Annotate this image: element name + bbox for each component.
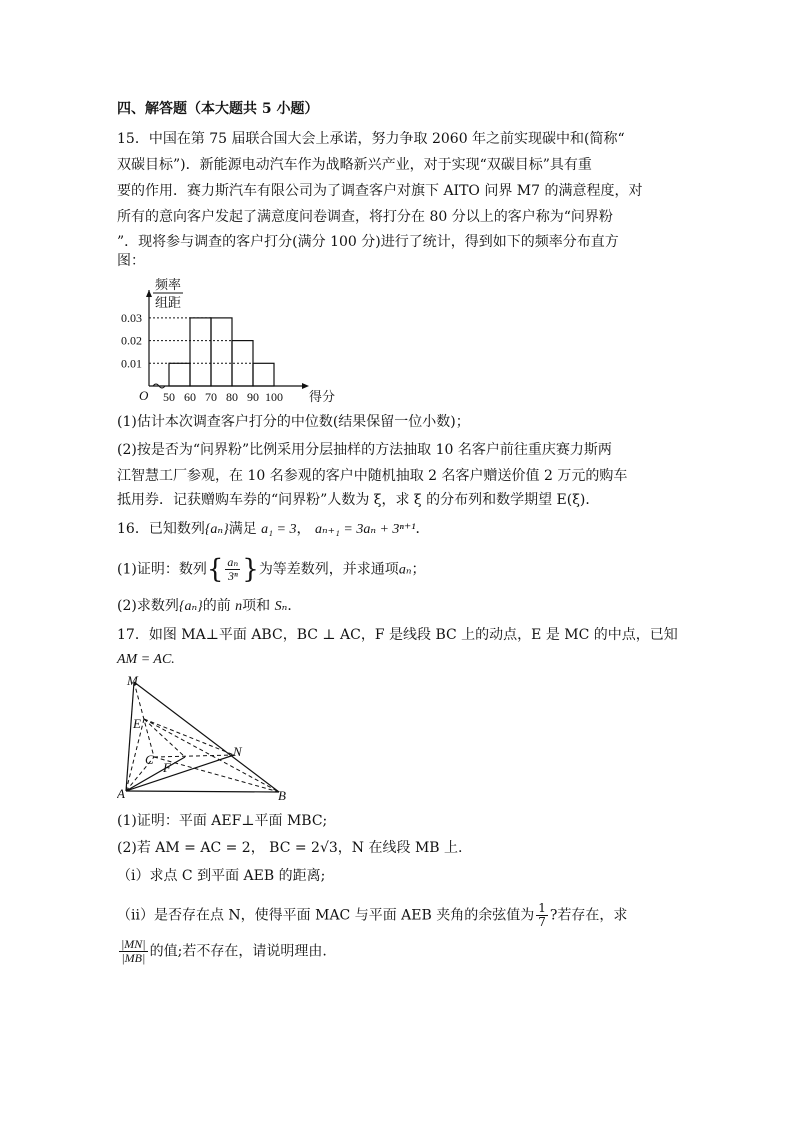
label-A: A	[117, 786, 125, 801]
left-brace-icon: {	[206, 554, 224, 585]
x-tick-label: 60	[184, 390, 196, 404]
x-tick-label: 90	[247, 390, 259, 404]
y-tick-label: 0.02	[121, 333, 142, 348]
y-axis-label-bottom: 组距	[155, 295, 182, 310]
edge-MB	[134, 682, 279, 792]
cos-frac-den: 7	[538, 915, 546, 929]
q16-sub2-S: Sₙ	[274, 599, 288, 614]
tetrahedron-figure	[117, 672, 297, 802]
q16-sub2-mid: 的前	[202, 598, 231, 614]
y-axis-label-top: 频率	[155, 278, 182, 292]
edge-AB	[126, 791, 279, 792]
q17-ii-text-c: 的值;若不存在，请说明理由.	[149, 943, 327, 960]
histogram-bar	[253, 363, 274, 386]
q15-line-4: 所有的意向客户发起了满意度问卷调查，将打分在 80 分以上的客户称为“问界粉	[117, 209, 613, 225]
q16-frac-den: 3ⁿ	[227, 569, 238, 583]
q17-line-2: AM = AC.	[117, 652, 175, 667]
q16-sub2-prefix: (2)求数列	[117, 598, 179, 614]
q17-sub-2-ii-cont	[117, 938, 327, 965]
x-tick-label: 50	[163, 390, 175, 404]
histogram-bar	[190, 318, 211, 386]
ratio-num: |MN|	[121, 937, 146, 951]
origin-label: O	[139, 388, 149, 403]
q16-sub1-term: aₙ	[398, 562, 412, 578]
q16-sub2-n: n	[235, 599, 243, 614]
q15-sub-2-line-2: 江智慧工厂参观，在 10 名参观的客户中随机抽取 2 名客户赠送价值 2 万元的购车	[117, 468, 628, 484]
histogram-bar	[169, 363, 190, 386]
q15-sub-2-line-1: (2)按是否为“问界粉”比例采用分层抽样的方法抽取 10 名客户前往重庆赛力斯两	[117, 442, 612, 458]
x-tick-label: 80	[226, 390, 238, 404]
x-tick-label: 70	[205, 390, 217, 404]
q17-sub-2: (2)若 AM = AC = 2， BC = 2√3，N 在线段 MB 上.	[117, 840, 463, 856]
q16-seq-name: {aₙ}	[204, 522, 229, 537]
x-tick-label: 100	[265, 390, 283, 404]
cos-frac-num: 1	[538, 901, 546, 915]
right-brace-icon: }	[242, 554, 259, 585]
q16-sub1-end: ；	[411, 561, 426, 578]
q16-sub1-suffix: 为等差数列，并求通项	[258, 561, 399, 578]
label-N: N	[233, 744, 242, 759]
frequency-histogram	[117, 278, 357, 408]
label-B: B	[278, 788, 286, 802]
ratio-den: |MB|	[121, 951, 146, 965]
q16-sub-2	[117, 596, 301, 617]
q15-line-3: 要的作用．赛力斯汽车有限公司为了调查客户对旗下 AITO 问界 M7 的满意程度，对	[117, 183, 643, 199]
q16-prefix: 16．已知数列	[117, 521, 205, 537]
edge-CB-dashed	[154, 757, 279, 792]
edge-CN-dashed	[154, 755, 234, 757]
q15-line-6: 图：	[117, 253, 145, 269]
label-F: F	[163, 760, 171, 775]
q17-line-1: 17．如图 MA⊥平面 ABC，BC ⊥ AC，F 是线段 BC 上的动点，E 是 MC 的中点，已知	[117, 627, 678, 643]
y-axis-arrow-icon	[146, 290, 152, 297]
ratio-fraction	[119, 938, 148, 965]
label-C: C	[145, 752, 154, 767]
histogram-bar	[211, 318, 232, 386]
q16-sub2-mid2: 项和	[242, 598, 271, 614]
q16-sub-1	[117, 556, 426, 583]
q17-sub-2-ii	[117, 902, 627, 929]
q17-ii-text-b: ?若存在，求	[549, 907, 628, 924]
x-axis-arrow-icon	[302, 383, 309, 389]
label-M: M	[127, 673, 138, 688]
q15-sub-1: (1)估计本次调查客户打分的中位数(结果保留一位小数)；	[117, 414, 470, 430]
q15-line-5: ”．现将参与调查的客户打分(满分 100 分)进行了统计，得到如下的频率分布直方	[117, 234, 619, 250]
q16-frac-num: aₙ	[227, 555, 239, 569]
q16-mid: 满足	[228, 521, 257, 537]
q17-ii-text-a: （ii）是否存在点 N，使得平面 MAC 与平面 AEB 夹角的余弦值为	[117, 907, 535, 924]
q16-initial-term: a₁ = 3	[261, 522, 297, 537]
q16-sub2-seq: {aₙ}	[178, 599, 203, 614]
q16-recurrence: aₙ₊₁ = 3aₙ + 3ⁿ⁺¹	[314, 522, 416, 537]
q16-line-1: 16．已知数列{aₙ}满足 a₁ = 3， aₙ₊₁ = 3aₙ + 3ⁿ⁺¹．	[117, 521, 430, 537]
q15-line-2: 双碳目标”)．新能源电动汽车作为战略新兴产业，对于实现“双碳目标”具有重	[117, 157, 592, 173]
cosine-fraction	[536, 902, 548, 929]
x-axis-label: 得分	[309, 389, 336, 404]
q15-sub-2-line-3: 抵用券．记获赠购车券的“问界粉”人数为 ξ，求 ξ 的分布列和数学期望 E(ξ)．	[117, 492, 600, 508]
q15-line-1: 15．中国在第 75 届联合国大会上承诺，努力争取 2060 年之前实现碳中和(简称“	[117, 131, 625, 147]
q16-sub2-end: ．	[287, 598, 302, 614]
q16-sub1-prefix: (1)证明：数列	[117, 561, 207, 578]
q17-sub-1: (1)证明：平面 AEF⊥平面 MBC;	[117, 813, 328, 829]
section-heading: 四、解答题（本大题共 5 小题）	[117, 101, 319, 117]
q17-sub-2-i: （i）求点 C 到平面 AEB 的距离;	[117, 868, 326, 884]
y-tick-label: 0.01	[121, 356, 142, 371]
label-E: E	[133, 716, 141, 731]
y-tick-label: 0.03	[121, 310, 142, 325]
q16-fraction	[225, 556, 240, 583]
